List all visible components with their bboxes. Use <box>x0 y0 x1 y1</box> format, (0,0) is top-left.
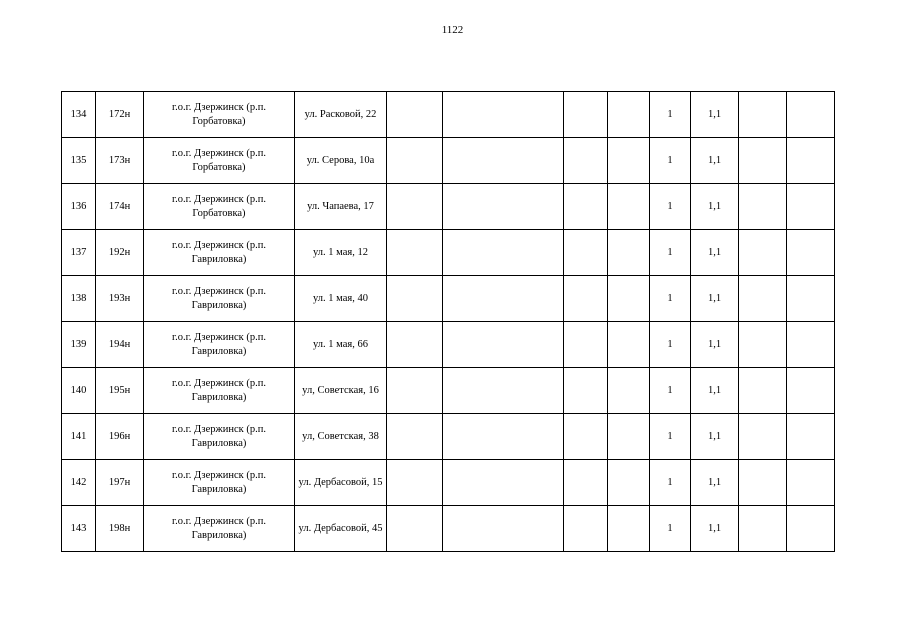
cell-municipality: г.о.г. Дзержинск (р.п. Горбатовка) <box>144 92 295 138</box>
cell-col7 <box>564 92 608 138</box>
cell-address: ул. Дербасовой, 15 <box>295 460 387 506</box>
cell-count: 1 <box>650 184 691 230</box>
cell-col5 <box>387 414 443 460</box>
cell-volume: 1,1 <box>691 230 739 276</box>
cell-col6 <box>443 230 564 276</box>
cell-col11 <box>739 460 787 506</box>
cell-col11 <box>739 92 787 138</box>
table-row <box>62 506 835 552</box>
cell-col12 <box>787 92 835 138</box>
cell-col8 <box>608 460 650 506</box>
cell-address: ул. 1 мая, 12 <box>295 230 387 276</box>
cell-col12 <box>787 276 835 322</box>
cell-col7 <box>564 460 608 506</box>
cell-col5 <box>387 138 443 184</box>
cell-volume: 1,1 <box>691 138 739 184</box>
cell-row-number: 138 <box>62 276 96 322</box>
cell-row-number: 141 <box>62 414 96 460</box>
cell-col12 <box>787 368 835 414</box>
cell-col8 <box>608 138 650 184</box>
cell-col6 <box>443 368 564 414</box>
cell-object-code: 196н <box>96 414 144 460</box>
cell-col12 <box>787 184 835 230</box>
cell-col7 <box>564 414 608 460</box>
cell-row-number: 143 <box>62 506 96 552</box>
cell-col7 <box>564 322 608 368</box>
cell-object-code: 192н <box>96 230 144 276</box>
cell-col5 <box>387 184 443 230</box>
cell-col11 <box>739 368 787 414</box>
cell-municipality: г.о.г. Дзержинск (р.п. Гавриловка) <box>144 368 295 414</box>
cell-col11 <box>739 184 787 230</box>
cell-col5 <box>387 322 443 368</box>
cell-address: ул, Советская, 16 <box>295 368 387 414</box>
cell-col7 <box>564 138 608 184</box>
cell-address: ул, Советская, 38 <box>295 414 387 460</box>
cell-count: 1 <box>650 276 691 322</box>
cell-address: ул. Чапаева, 17 <box>295 184 387 230</box>
table-row <box>62 414 835 460</box>
cell-col8 <box>608 368 650 414</box>
cell-object-code: 194н <box>96 322 144 368</box>
cell-col12 <box>787 138 835 184</box>
cell-object-code: 198н <box>96 506 144 552</box>
cell-count: 1 <box>650 460 691 506</box>
cell-col12 <box>787 322 835 368</box>
table-row <box>62 138 835 184</box>
cell-col8 <box>608 184 650 230</box>
cell-col11 <box>739 322 787 368</box>
cell-col8 <box>608 506 650 552</box>
cell-volume: 1,1 <box>691 276 739 322</box>
table-row <box>62 322 835 368</box>
cell-col11 <box>739 414 787 460</box>
cell-municipality: г.о.г. Дзержинск (р.п. Гавриловка) <box>144 230 295 276</box>
cell-row-number: 137 <box>62 230 96 276</box>
cell-col12 <box>787 414 835 460</box>
cell-col6 <box>443 276 564 322</box>
cell-count: 1 <box>650 368 691 414</box>
cell-col11 <box>739 506 787 552</box>
cell-municipality: г.о.г. Дзержинск (р.п. Гавриловка) <box>144 276 295 322</box>
cell-col6 <box>443 92 564 138</box>
table-row <box>62 184 835 230</box>
cell-count: 1 <box>650 322 691 368</box>
cell-col6 <box>443 460 564 506</box>
cell-col8 <box>608 414 650 460</box>
cell-col6 <box>443 138 564 184</box>
cell-municipality: г.о.г. Дзержинск (р.п. Гавриловка) <box>144 460 295 506</box>
cell-municipality: г.о.г. Дзержинск (р.п. Гавриловка) <box>144 506 295 552</box>
cell-volume: 1,1 <box>691 184 739 230</box>
page-number: 1122 <box>441 24 464 36</box>
cell-object-code: 195н <box>96 368 144 414</box>
cell-col7 <box>564 230 608 276</box>
cell-address: ул. 1 мая, 66 <box>295 322 387 368</box>
cell-col11 <box>739 138 787 184</box>
cell-object-code: 174н <box>96 184 144 230</box>
cell-col8 <box>608 92 650 138</box>
cell-col7 <box>564 368 608 414</box>
cell-col6 <box>443 506 564 552</box>
cell-municipality: г.о.г. Дзержинск (р.п. Гавриловка) <box>144 322 295 368</box>
cell-volume: 1,1 <box>691 322 739 368</box>
cell-municipality: г.о.г. Дзержинск (р.п. Горбатовка) <box>144 138 295 184</box>
cell-object-code: 193н <box>96 276 144 322</box>
table-row <box>62 460 835 506</box>
cell-col12 <box>787 506 835 552</box>
registry-table-body <box>62 92 835 552</box>
registry-table <box>61 91 835 552</box>
table-row <box>62 230 835 276</box>
cell-address: ул. 1 мая, 40 <box>295 276 387 322</box>
cell-row-number: 140 <box>62 368 96 414</box>
cell-col6 <box>443 322 564 368</box>
cell-col12 <box>787 230 835 276</box>
cell-col6 <box>443 414 564 460</box>
cell-volume: 1,1 <box>691 92 739 138</box>
cell-row-number: 135 <box>62 138 96 184</box>
cell-col8 <box>608 322 650 368</box>
cell-row-number: 142 <box>62 460 96 506</box>
cell-row-number: 136 <box>62 184 96 230</box>
cell-count: 1 <box>650 230 691 276</box>
cell-count: 1 <box>650 92 691 138</box>
cell-volume: 1,1 <box>691 506 739 552</box>
cell-volume: 1,1 <box>691 460 739 506</box>
cell-col5 <box>387 92 443 138</box>
table-row <box>62 92 835 138</box>
cell-count: 1 <box>650 138 691 184</box>
cell-row-number: 134 <box>62 92 96 138</box>
cell-col11 <box>739 230 787 276</box>
cell-address: ул. Серова, 10а <box>295 138 387 184</box>
cell-col5 <box>387 506 443 552</box>
cell-col12 <box>787 460 835 506</box>
cell-municipality: г.о.г. Дзержинск (р.п. Гавриловка) <box>144 414 295 460</box>
cell-volume: 1,1 <box>691 414 739 460</box>
cell-col5 <box>387 460 443 506</box>
cell-col6 <box>443 184 564 230</box>
cell-col7 <box>564 276 608 322</box>
cell-volume: 1,1 <box>691 368 739 414</box>
cell-object-code: 172н <box>96 92 144 138</box>
cell-col5 <box>387 276 443 322</box>
table-row <box>62 276 835 322</box>
cell-row-number: 139 <box>62 322 96 368</box>
cell-address: ул. Расковой, 22 <box>295 92 387 138</box>
cell-col5 <box>387 368 443 414</box>
cell-address: ул. Дербасовой, 45 <box>295 506 387 552</box>
cell-col7 <box>564 506 608 552</box>
cell-count: 1 <box>650 506 691 552</box>
cell-municipality: г.о.г. Дзержинск (р.п. Горбатовка) <box>144 184 295 230</box>
cell-count: 1 <box>650 414 691 460</box>
cell-col8 <box>608 276 650 322</box>
cell-col5 <box>387 230 443 276</box>
table-row <box>62 368 835 414</box>
cell-object-code: 173н <box>96 138 144 184</box>
cell-object-code: 197н <box>96 460 144 506</box>
cell-col8 <box>608 230 650 276</box>
cell-col7 <box>564 184 608 230</box>
cell-col11 <box>739 276 787 322</box>
